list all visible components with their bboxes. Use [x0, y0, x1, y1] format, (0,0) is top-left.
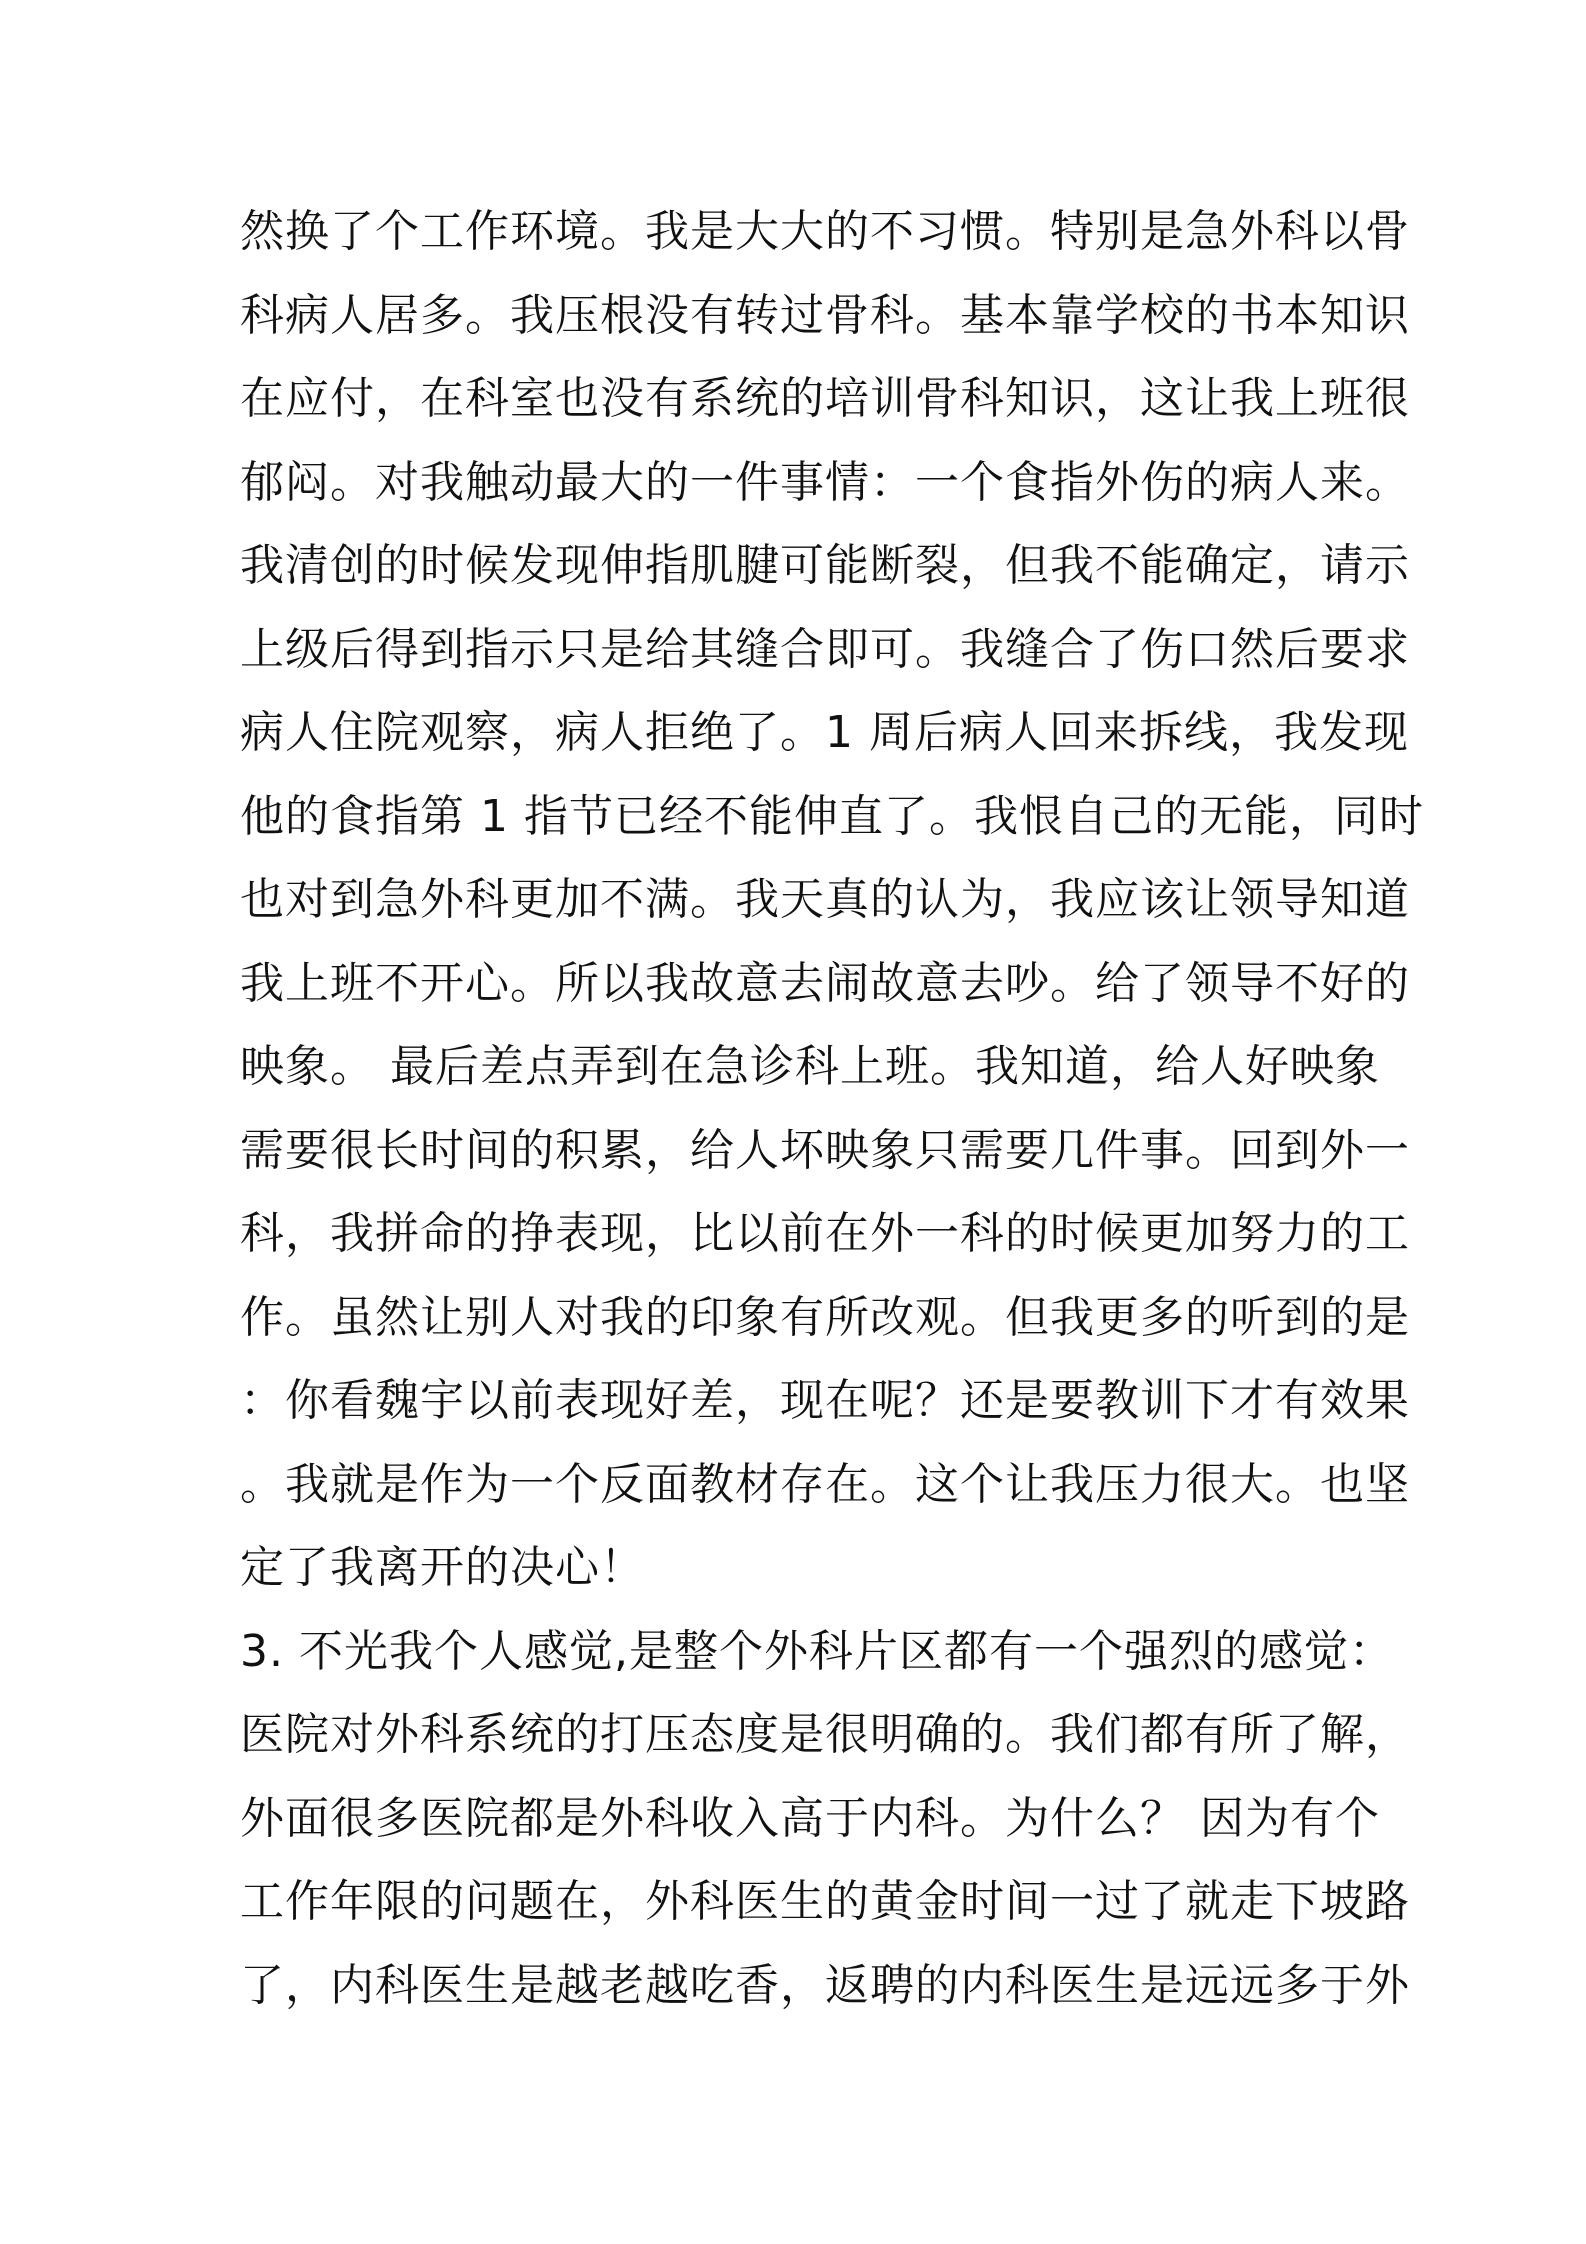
text-line-3: 在应付，在科室也没有系统的培训骨科知识，这让我上班很: [240, 373, 1410, 424]
text-line-1: 然换了个工作环境。我是大大的不习惯。特别是急外科以骨: [240, 206, 1410, 257]
text-line-8: 他的食指第 1 指节已经不能伸直了。我恨自己的无能，同时: [240, 790, 1424, 842]
text-line-11: 映象。 最后差点弄到在急诊科上班。我知道，给人好映象: [240, 1041, 1380, 1092]
text-line-6: 上级后得到指示只是给其缝合即可。我缝合了伤口然后要求: [240, 623, 1410, 675]
text-line-22: 了，内科医生是越老越吃香，返聘的内科医生是远远多于外: [240, 1959, 1410, 2011]
text-line-7: 病人住院观察，病人拒绝了。1 周后病人回来拆线，我发现: [240, 707, 1409, 758]
text-line-14: 作。虽然让别人对我的印象有所改观。但我更多的听到的是: [240, 1291, 1410, 1343]
text-line-21: 工作年限的问题在，外科医生的黄金时间一过了就走下坡路: [240, 1876, 1410, 1927]
text-line-13: 科，我拼命的挣表现，比以前在外一科的时候更加努力的工: [240, 1208, 1410, 1259]
text-line-19: 医院对外科系统的打压态度是很明确的。我们都有所了解，: [240, 1709, 1410, 1760]
text-line-15: ：你看魏宇以前表现好差，现在呢？还是要教训下才有效果: [240, 1375, 1410, 1426]
text-line-9: 也对到急外科更加不满。我天真的认为，我应该让领导知道: [240, 874, 1410, 925]
text-line-16: 。我就是作为一个反面教材存在。这个让我压力很大。也坚: [240, 1458, 1410, 1510]
text-line-2: 科病人居多。我压根没有转过骨科。基本靠学校的书本知识: [240, 289, 1410, 341]
text-line-5: 我清创的时候发现伸指肌腱可能断裂，但我不能确定，请示: [240, 540, 1410, 591]
text-line-20: 外面很多医院都是外科收入高于内科。为什么？ 因为有个: [240, 1792, 1380, 1844]
text-line-17: 定了我离开的决心！: [240, 1542, 645, 1593]
text-line-10: 我上班不开心。所以我故意去闹故意去吵。给了领导不好的: [240, 957, 1410, 1009]
body-text: [240, 190, 1424, 2027]
text-line-18: 3. 不光我个人感觉,是整个外科片区都有一个强烈的感觉：: [240, 1625, 1394, 1677]
text-line-12: 需要很长时间的积累，给人坏映象只需要几件事。回到外一: [240, 1124, 1410, 1176]
text-line-4: 郁闷。对我触动最大的一件事情：一个食指外伤的病人来。: [240, 456, 1410, 508]
